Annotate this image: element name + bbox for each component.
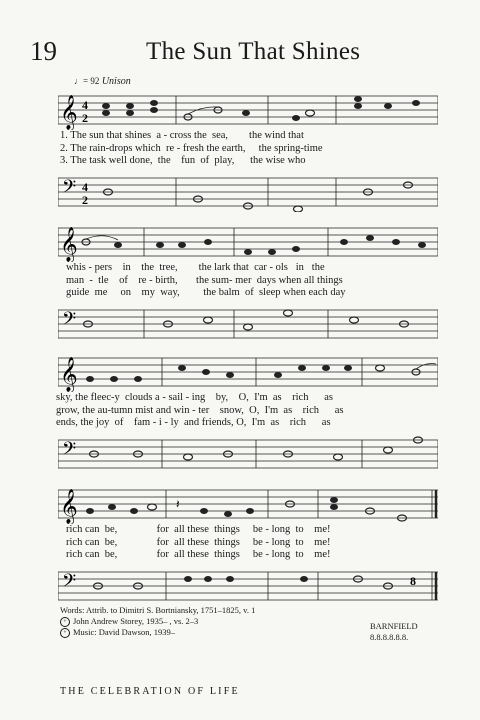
bass-staff-lines [58,172,438,212]
lyric-verse-1: rich can be, for all these things be - long to me! [66,524,331,535]
svg-text:𝄞: 𝄞 [60,227,78,262]
svg-text:𝄢: 𝄢 [62,571,77,596]
treble-staff [58,222,438,262]
lyric-verse-3: guide me on my way, the balm of sleep when each day [66,287,346,298]
lyrics-system-1 [60,130,440,168]
treble-staff-lines [58,484,438,524]
treble-staff-lines [58,90,438,130]
lyric-verse-2: grow, the au-tumn mist and win - ter snow, O, I'm as rich as [56,404,344,416]
credits [60,605,255,638]
section-title: THE CELEBRATION OF LIFE [60,686,240,697]
bass-staff [58,304,438,344]
lyric-verse-1: sky, the fleec-y clouds a - sail - ing by, O, I'm as rich as [56,392,333,403]
hymn-title: The Sun That Shines [146,38,361,65]
tune-meter: 8.8.8.8.8.8. [370,631,409,642]
bass-staff-lines [58,304,438,344]
lyrics-system-2 [66,262,446,300]
svg-text:𝄞: 𝄞 [60,95,78,130]
treble-staff [58,352,438,392]
svg-text:2: 2 [82,111,88,125]
treble-staff [58,484,438,524]
bass-staff [58,172,438,212]
svg-text:𝄞: 𝄞 [60,357,78,392]
svg-text:𝄽: 𝄽 [176,497,180,511]
tempo-marking [74,76,131,87]
svg-text:4: 4 [82,98,88,112]
hymn-number: 19 [30,36,57,66]
tempo-style: Unison [101,76,131,87]
copyright-icon: + [60,628,70,638]
svg-text:𝄞: 𝄞 [60,489,78,524]
treble-staff [58,90,438,130]
bass-staff [58,566,438,606]
lyric-verse-1: 1. The sun that shines a - cross the sea, the wind that [60,130,304,141]
lyric-verse-1: whis - pers in the tree, the lark that car - ols in the [66,262,325,273]
treble-staff-lines [58,352,438,392]
tune-info [370,621,418,642]
treble-staff-lines [58,222,438,262]
copyright-icon: + [60,617,70,627]
credit-music [60,627,255,638]
svg-text:𝄢: 𝄢 [62,439,77,464]
svg-text:2: 2 [82,193,88,207]
credit-words-2 [60,616,255,627]
tune-name: BARNFIELD [370,621,418,631]
bass-staff [58,434,438,474]
lyric-verse-3: rich can be, for all these things be - long to me! [66,549,331,560]
lyrics-system-4 [66,524,446,562]
svg-text:𝄢: 𝄢 [62,177,77,202]
svg-text:4: 4 [82,180,88,194]
svg-text:8: 8 [410,574,416,588]
lyrics-system-3 [56,392,436,430]
lyric-verse-3: ends, the joy of fam - i - ly and friends, O, I'm as rich as [56,417,331,428]
tempo-mark: ♩= 92 [74,76,100,86]
lyric-verse-3: 3. The task well done, the fun of play, the wise who [60,155,306,166]
lyric-verse-2: rich can be, for all these things be - long to me! [66,536,331,548]
credit-music-text: Music: David Dawson, 1939– [73,626,175,637]
bass-staff-lines [58,566,438,606]
credit-words: Words: Attrib. to Dimitri S. Bortniansky, 1751–1825, v. 1 [60,605,256,615]
lyric-verse-2: man - tle of re - birth, the sum- mer days when all things [66,274,343,286]
bass-staff-lines [58,434,438,474]
svg-text:𝄢: 𝄢 [62,309,77,334]
lyric-verse-2: 2. The rain-drops which re - fresh the earth, the spring-time [60,142,323,154]
credit-words-2-text: John Andrew Storey, 1935– , vs. 2–3 [73,615,199,626]
